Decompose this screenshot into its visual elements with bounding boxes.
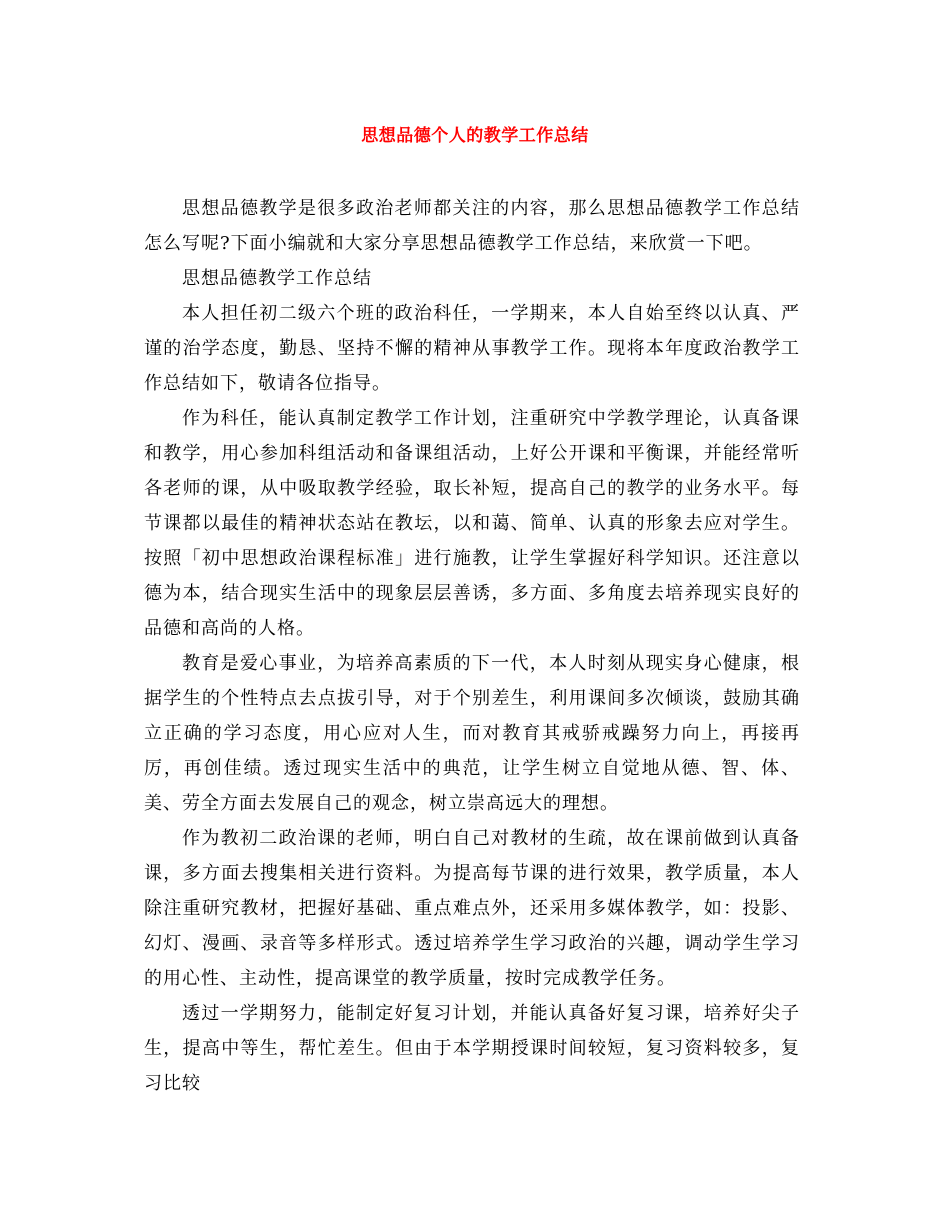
document-body [144, 191, 800, 1101]
paragraph-preparation: 作为教初二政治课的老师，明白自己对教材的生疏，故在课前做到认真备课，多方面去搜集相关进行资料。为提高每节课的进行效果，教学质量，本人除注重研究教材，把握好基础、重点难点外，还采用多媒体教学，如：投影、幻灯、漫画、录音等多样形式。透过培养学生学习政治的兴趣，调动学生学习的用心性、主动性，提高课堂的教学质量，按时完成教学任务。 [144, 828, 800, 989]
paragraph-subheading: 思想品德教学工作总结 [182, 268, 372, 289]
document-title: 思想品德个人的教学工作总结 [361, 126, 589, 146]
paragraph-role: 本人担任初二级六个班的政治科任，一学期来，本人自始至终以认真、严谨的治学态度，勤恳、坚持不懈的精神从事教学工作。现将本年度政治教学工作总结如下，敬请各位指导。 [144, 303, 800, 394]
paragraph-review: 透过一学期努力，能制定好复习计划，并能认真备好复习课，培养好尖子生，提高中等生，帮忙差生。但由于本学期授课时间较短，复习资料较多，复习比较 [144, 1003, 800, 1094]
paragraph-education: 教育是爱心事业，为培养高素质的下一代，本人时刻从现实身心健康，根据学生的个性特点去点拔引导，对于个别差生，利用课间多次倾谈，鼓励其确立正确的学习态度，用心应对人生，而对教育其戒骄戒躁努力向上，再接再厉，再创佳绩。透过现实生活中的典范，让学生树立自觉地从德、智、体、美、劳全方面去发展自己的观念，树立崇高远大的理想。 [144, 653, 800, 814]
paragraph-teaching: 作为科任，能认真制定教学工作计划，注重研究中学教学理论，认真备课和教学，用心参加科组活动和备课组活动，上好公开课和平衡课，并能经常听各老师的课，从中吸取教学经验，取长补短，提高自己的教学的业务水平。每节课都以最佳的精神状态站在教坛，以和蔼、简单、认真的形象去应对学生。按照「初中思想政治课程标准」进行施教，让学生掌握好科学知识。还注意以德为本，结合现实生活中的现象层层善诱，多方面、多角度去培养现实良好的品德和高尚的人格。 [144, 408, 800, 639]
paragraph-intro: 思想品德教学是很多政治老师都关注的内容，那么思想品德教学工作总结怎么写呢?下面小编就和大家分享思想品德教学工作总结，来欣赏一下吧。 [144, 198, 800, 254]
